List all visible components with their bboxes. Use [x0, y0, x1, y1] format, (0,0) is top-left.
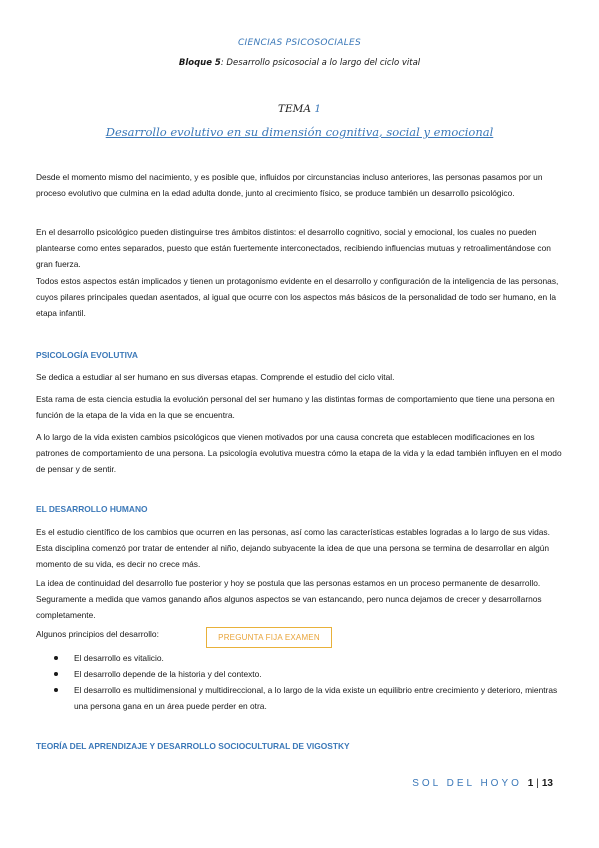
- bullet-icon: [54, 672, 58, 676]
- section2-paragraph-1: Es el estudio científico de los cambios que ocurren en las personas, así como las características estables logradas a lo largo de sus vidas. Esta disciplina comenzó por tratar de entender al niño, dejando subyacente la idea de que una persona se termina de desarrollar en algún momento de su vida, es decir no crece más.: [36, 527, 550, 569]
- intro-paragraph-2: En el desarrollo psicológico pueden distinguirse tres ámbitos distintos: el desarrollo cognitivo, social y emocional, los cuales no pueden plantearse como entes separados, puesto que están fuertemente interconectados, recibiendo influencias mutuas y retroalimentándose con gran fuerza.: [36, 227, 551, 269]
- block-text: : Desarrollo psicosocial a lo largo del ciclo vital: [220, 58, 421, 68]
- page-footer: [412, 778, 553, 789]
- section-heading-vigostky: TEORÍA DEL APRENDIZAJE Y DESARROLLO SOCIOCULTURAL DE VIGOSTKY: [36, 741, 350, 751]
- page-separator: |: [536, 778, 539, 789]
- bullet-icon: [54, 656, 58, 660]
- topic-number: 1: [314, 103, 322, 115]
- block-line: [0, 58, 599, 68]
- page-number: 1: [527, 778, 534, 789]
- list-item: El desarrollo depende de la historia y del contexto.: [54, 666, 564, 682]
- principles-list: [54, 650, 564, 714]
- section-heading-desarrollo-humano: EL DESARROLLO HUMANO: [36, 504, 148, 514]
- footer-author: SOL DEL HOYO: [412, 778, 522, 789]
- block-label: Bloque 5: [178, 58, 221, 68]
- principles-label: Algunos principios del desarrollo:: [36, 629, 159, 639]
- intro-paragraph-3: Todos estos aspectos están implicados y tienen un protagonismo evidente en el desarrollo y configuración de la inteligencia de las personas, cuyos pilares principales quedan asentados, al igual que ocurre con los aspectos más básicos de la personalidad de todo ser humano, en la etapa infantil.: [36, 276, 559, 318]
- section2-paragraph-2: La idea de continuidad del desarrollo fue posterior y hoy se postula que las personas estamos en un proceso permanente de desarrollo. Seguramente a medida que vamos ganando años algunos aspectos se van estancando, pero nunca dejamos de crecer y desarrollarnos completamente.: [36, 578, 542, 620]
- page-total: 13: [541, 778, 553, 789]
- section-heading-psicologia-evolutiva: PSICOLOGÍA EVOLUTIVA: [36, 350, 138, 360]
- topic-subtitle: Desarrollo evolutivo en su dimensión cognitiva, social y emocional: [105, 125, 494, 139]
- course-title: CIENCIAS PSICOSOCIALES: [237, 38, 362, 48]
- list-item: El desarrollo es vitalicio.: [54, 650, 564, 666]
- topic-heading: [0, 103, 599, 115]
- list-item: El desarrollo es multidimensional y multidireccional, a lo largo de la vida existe un equilibrio entre crecimiento y deterioro, mientras una persona gana en un área puede perder en otra.: [54, 682, 564, 714]
- bullet-icon: [54, 688, 58, 692]
- section1-paragraph-1: Se dedica a estudiar al ser humano en sus diversas etapas. Comprende el estudio del ciclo vital.: [36, 372, 395, 382]
- intro-paragraph-1: Desde el momento mismo del nacimiento, y es posible que, influidos por circunstancias incluso anteriores, las personas pasamos por un proceso evolutivo que culmina en la edad adulta donde, junto al crecimiento físico, se produce también un desarrollo psicológico.: [36, 172, 543, 198]
- exam-tag-badge: PREGUNTA FIJA EXAMEN: [206, 627, 332, 648]
- section1-paragraph-3: A lo largo de la vida existen cambios psicológicos que vienen motivados por una causa concreta que establecen modificaciones en los patrones de comportamiento de una persona. La psicología evolutiva muestra cómo la etapa de la vida y la edad también influyen en el modo de pensar y de sentir.: [36, 432, 562, 474]
- section1-paragraph-2: Esta rama de esta ciencia estudia la evolución personal del ser humano y las distintas formas de comportamiento que tiene una persona en función de la etapa de la vida en la que se encuentra.: [36, 394, 555, 420]
- topic-label: TEMA: [277, 103, 311, 115]
